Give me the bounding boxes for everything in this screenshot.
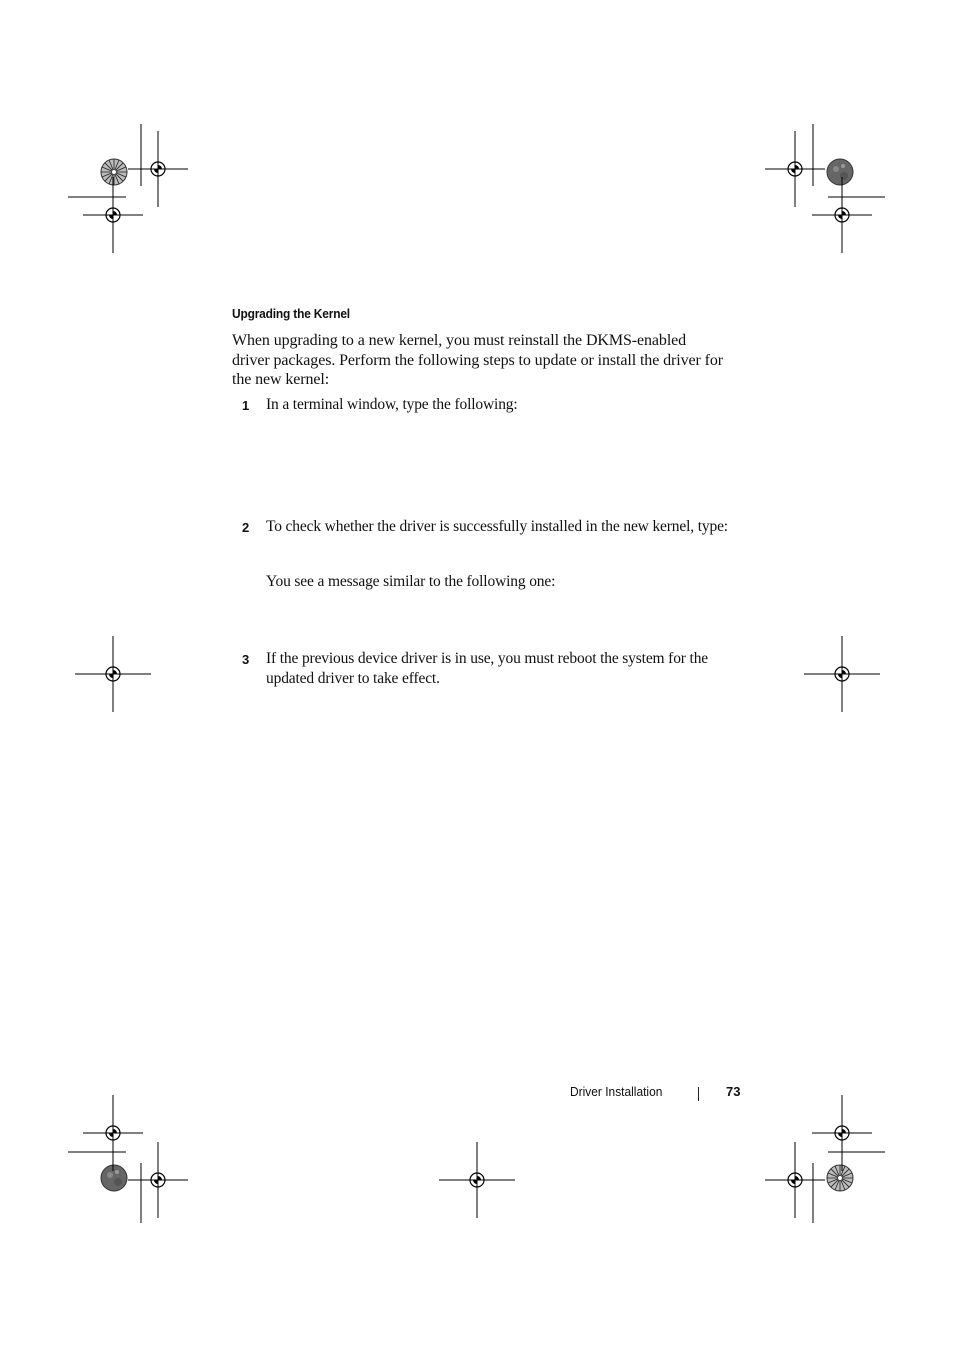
step-text bbox=[266, 649, 752, 688]
page-number: 73 bbox=[726, 1084, 741, 1099]
step-text-line: updated driver to take effect. bbox=[266, 669, 440, 687]
intro-line: the new kernel: bbox=[232, 371, 330, 388]
footer-separator bbox=[698, 1087, 699, 1101]
section-heading: Upgrading the Kernel bbox=[232, 306, 350, 321]
step-2-note: You see a message similar to the following one: bbox=[266, 573, 556, 590]
step-text: In a terminal window, type the following: bbox=[266, 396, 518, 413]
step-text-line: If the previous device driver is in use, you must reboot the system for the bbox=[266, 650, 709, 667]
step-number: 1 bbox=[242, 398, 250, 413]
step-number: 2 bbox=[242, 520, 250, 535]
step-number: 3 bbox=[242, 652, 250, 667]
intro-line: When upgrading to a new kernel, you must reinstall the DKMS-enabled bbox=[232, 332, 687, 349]
intro-line: driver packages. Perform the following steps to update or install the driver for bbox=[232, 351, 723, 369]
footer-section-name: Driver Installation bbox=[570, 1084, 663, 1099]
intro-paragraph bbox=[232, 331, 752, 390]
step-text: To check whether the driver is successfully installed in the new kernel, type: bbox=[266, 518, 728, 535]
